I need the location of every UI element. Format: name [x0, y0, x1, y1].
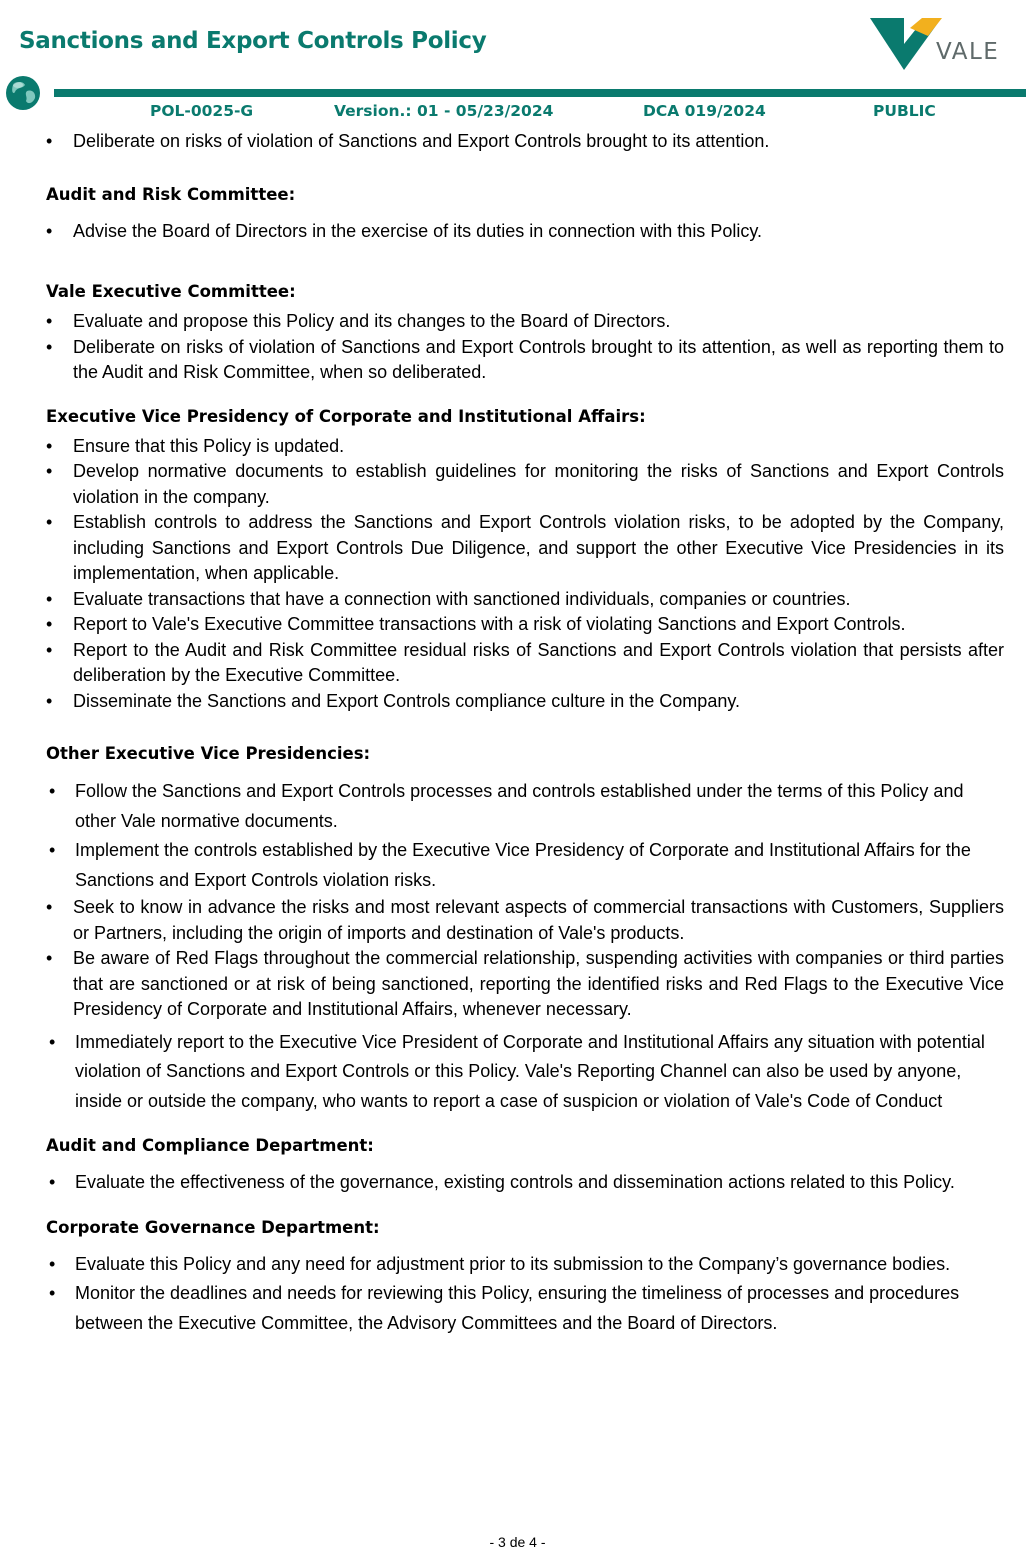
globe-icon	[5, 75, 41, 111]
list-item: • Report to the Audit and Risk Committee residual risks of Sanctions and Export Controls violation that persists after deliberation by the Executive Committee.	[46, 638, 1004, 689]
list-item: • Evaluate transactions that have a connection with sanctioned individuals, companies or countries.	[46, 587, 1004, 613]
list-item: • Seek to know in advance the risks and most relevant aspects of commercial transactions with Customers, Suppliers or Partners, including the origin of imports and destination of Vale's products.	[46, 895, 1004, 946]
list-item: • Ensure that this Policy is updated.	[46, 434, 1004, 460]
list-item: • Deliberate on risks of violation of Sanctions and Export Controls brought to its attention.	[46, 129, 1004, 155]
section-list-audit-risk-committee	[46, 219, 1004, 245]
list-item: • Establish controls to address the Sanctions and Export Controls violation risks, to be adopted by the Company, including Sanctions and Export Controls Due Diligence, and support the other Executive Vice Presidencies in its implementation, when applicable.	[46, 510, 1004, 587]
doc-classification: PUBLIC	[873, 102, 936, 120]
vale-logo-mark-icon	[866, 14, 946, 74]
header-rule	[54, 89, 1026, 97]
page-number: - 3 de 4 -	[489, 1534, 546, 1550]
list-item: • Follow the Sanctions and Export Controls processes and controls established under the terms of this Policy and other Vale normative documents.	[46, 777, 1004, 836]
list-item: • Deliberate on risks of violation of Sanctions and Export Controls brought to its attention, as well as reporting them to the Audit and Risk Committee, when so deliberated.	[46, 335, 1004, 386]
section-title-vale-executive-committee: Vale Executive Committee:	[46, 282, 296, 301]
section-title-audit-risk-committee: Audit and Risk Committee:	[46, 184, 296, 204]
list-item: • Evaluate and propose this Policy and its changes to the Board of Directors.	[46, 309, 1004, 335]
list-item: • Evaluate this Policy and any need for adjustment prior to its submission to the Company’s governance bodies.	[46, 1250, 1004, 1280]
section-list-other-evps	[46, 777, 1004, 1116]
document-title: Sanctions and Export Controls Policy	[19, 28, 487, 54]
doc-version: Version.: 01 - 05/23/2024	[334, 102, 554, 120]
logo-text: VALE	[936, 39, 1000, 65]
list-item: • Disseminate the Sanctions and Export Controls compliance culture in the Company.	[46, 689, 1004, 715]
list-item: • Monitor the deadlines and needs for reviewing this Policy, ensuring the timeliness of processes and procedures between the Executive Committee, the Advisory Committees and the Board of Directors.	[46, 1279, 1004, 1338]
list-item: • Immediately report to the Executive Vice President of Corporate and Institutional Affairs any situation with potential violation of Sanctions and Export Controls or this Policy. Vale's Reporting Channel can also be used by anyone, inside or outside the company, who wants to report a case of suspicion or violation of Vale's Code of Conduct	[46, 1028, 1004, 1117]
section-title-corporate-governance: Corporate Governance Department:	[46, 1217, 380, 1237]
vale-logo	[866, 14, 1016, 74]
list-item: • Be aware of Red Flags throughout the commercial relationship, suspending activities with companies or third parties that are sanctioned or at risk of being sanctioned, reporting the identified risks and Red Flags to the Executive Vice Presidency of Corporate and Institutional Affairs, whenever necessary.	[46, 946, 1004, 1023]
list-item: • Report to Vale's Executive Committee transactions with a risk of violating Sanctions and Export Controls.	[46, 612, 1004, 638]
doc-code: POL-0025-G	[150, 102, 254, 120]
section-title-other-evps: Other Executive Vice Presidencies:	[46, 744, 371, 763]
doc-dca: DCA 019/2024	[643, 102, 766, 120]
section-title-audit-compliance: Audit and Compliance Department:	[46, 1136, 374, 1155]
section-list-evp-corporate-institutional	[46, 434, 1004, 715]
document-body	[46, 129, 1004, 1338]
intro-list	[46, 129, 1004, 155]
list-item: • Develop normative documents to establish guidelines for monitoring the risks of Sanctions and Export Controls violation in the company.	[46, 459, 1004, 510]
list-item: • Evaluate the effectiveness of the governance, existing controls and dissemination actions related to this Policy.	[46, 1168, 1004, 1198]
section-list-corporate-governance	[46, 1250, 1004, 1339]
list-item: • Implement the controls established by the Executive Vice Presidency of Corporate and Institutional Affairs for the Sanctions and Export Controls violation risks.	[46, 836, 1004, 895]
section-title-evp-corporate-institutional: Executive Vice Presidency of Corporate and Institutional Affairs:	[46, 406, 646, 426]
section-list-audit-compliance	[46, 1168, 1004, 1198]
list-item: • Advise the Board of Directors in the exercise of its duties in connection with this Policy.	[46, 219, 1004, 245]
section-list-vale-executive-committee	[46, 309, 1004, 386]
